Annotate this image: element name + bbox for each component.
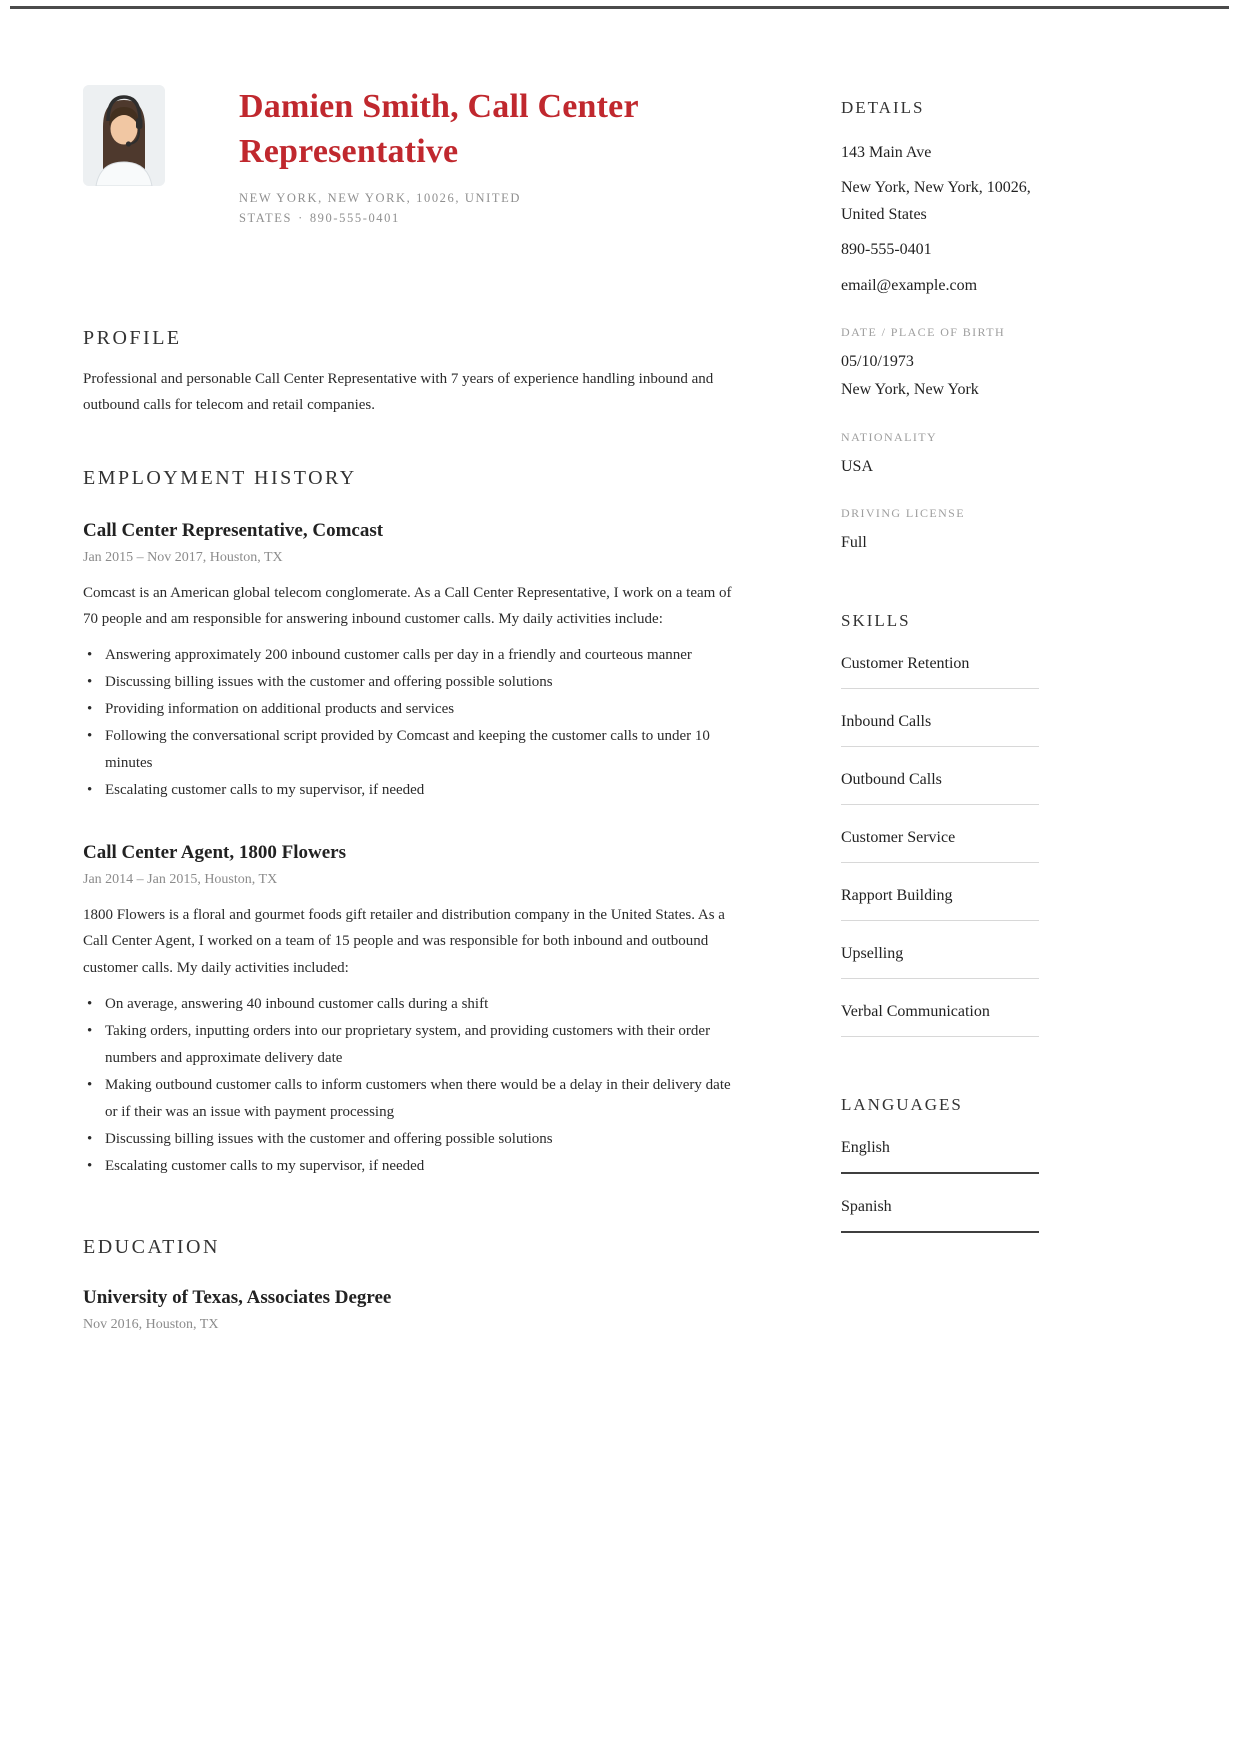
- section-profile: [83, 327, 741, 419]
- job-title: Call Center Representative, Comcast: [83, 519, 384, 541]
- job-bullet-list: [85, 991, 741, 1180]
- header-text: [239, 85, 719, 229]
- section-details: [841, 98, 1039, 557]
- driving-license-label: DRIVING LICENSE: [841, 506, 965, 521]
- job-bullet: • Providing information on additional products and services: [85, 696, 741, 723]
- job-bullet: • Following the conversational script provided by Comcast and keeping the customer calls to under 10 minutes: [85, 723, 741, 777]
- education-meta: Nov 2016, Houston, TX: [83, 1316, 219, 1332]
- job-bullet: • Making outbound customer calls to inform customers when there would be a delay in their delivery date or if their was an issue with payment processing: [85, 1072, 741, 1126]
- job-bullet: • Discussing billing issues with the customer and offering possible solutions: [85, 669, 741, 696]
- header-location: NEW YORK, NEW YORK, 10026, UNITED STATES: [239, 190, 521, 226]
- section-skills: [841, 611, 1039, 1037]
- language-item: Spanish: [841, 1198, 1039, 1233]
- profile-photo: [83, 85, 165, 186]
- address-line-1: 143 Main Ave: [841, 144, 932, 161]
- education-entry: [83, 1287, 741, 1333]
- name-title: Damien Smith, Call Center Representative: [239, 88, 639, 170]
- skill-item: Customer Retention: [841, 655, 1039, 689]
- details-heading: DETAILS: [841, 98, 925, 117]
- resume-header: [83, 85, 741, 229]
- section-employment-history: [83, 467, 741, 1180]
- job-description: 1800 Flowers is a floral and gourmet foods gift retailer and distribution company in the United States. As a Call Center Agent, I worked on a team of 15 people and was responsible for both inbound and outbound customer calls. My daily activities included:: [83, 907, 725, 976]
- birth-label: DATE / PLACE OF BIRTH: [841, 324, 1006, 339]
- skill-item: Rapport Building: [841, 887, 1039, 921]
- job-meta: Jan 2015 – Nov 2017, Houston, TX: [83, 549, 283, 565]
- job-bullet: • Discussing billing issues with the customer and offering possible solutions: [85, 1126, 741, 1153]
- nationality-label: NATIONALITY: [841, 429, 938, 444]
- section-languages: [841, 1095, 1039, 1233]
- skill-item: Verbal Communication: [841, 1003, 1039, 1037]
- education-title: University of Texas, Associates Degree: [83, 1286, 392, 1308]
- birth-date: 05/10/1973: [841, 352, 914, 370]
- contact-line: [239, 188, 574, 229]
- job-title: Call Center Agent, 1800 Flowers: [83, 842, 346, 863]
- job-entry-comcast: [83, 520, 741, 805]
- driving-license-value: Full: [841, 534, 867, 552]
- job-bullet-list: [85, 642, 741, 804]
- profile-heading: PROFILE: [83, 327, 182, 349]
- job-entry-1800-flowers: [83, 842, 741, 1180]
- skill-item: Upselling: [841, 945, 1039, 979]
- job-bullet: • Escalating customer calls to my supervisor, if needed: [85, 1153, 741, 1180]
- contact-separator: ·: [298, 211, 304, 226]
- section-education: [83, 1236, 741, 1333]
- skill-item: Inbound Calls: [841, 713, 1039, 747]
- job-meta: Jan 2014 – Jan 2015, Houston, TX: [83, 872, 278, 887]
- sidebar: [841, 85, 1039, 1333]
- profile-photo-illustration: [83, 85, 165, 186]
- top-divider: [10, 6, 1229, 9]
- skill-item: Customer Service: [841, 829, 1039, 863]
- profile-text: Professional and personable Call Center Representative with 7 years of experience handling inbound and outbound calls for telecom and retail companies.: [83, 371, 714, 414]
- job-description: Comcast is an American global telecom conglomerate. As a Call Center Representative, I work on a team of 70 people and am responsible for answering inbound customer calls. My daily activities include:: [83, 584, 732, 627]
- header-phone: 890-555-0401: [309, 211, 400, 226]
- phone-number: 890-555-0401: [841, 241, 932, 259]
- email-link[interactable]: email@example.com: [841, 276, 978, 294]
- nationality-value: USA: [841, 457, 874, 475]
- language-item: English: [841, 1139, 1039, 1174]
- employment-heading: EMPLOYMENT HISTORY: [83, 466, 357, 489]
- skill-item: Outbound Calls: [841, 771, 1039, 805]
- skills-heading: SKILLS: [841, 610, 911, 630]
- languages-heading: LANGUAGES: [841, 1094, 963, 1114]
- education-heading: EDUCATION: [83, 1235, 220, 1258]
- birth-place: New York, New York: [841, 381, 979, 399]
- job-bullet: • Taking orders, inputting orders into our proprietary system, and providing customers with their order numbers and approximate delivery date: [85, 1018, 741, 1072]
- job-bullet: • On average, answering 40 inbound customer calls during a shift: [85, 991, 741, 1018]
- job-bullet: • Answering approximately 200 inbound customer calls per day in a friendly and courteous manner: [85, 642, 741, 669]
- job-bullet: • Escalating customer calls to my supervisor, if needed: [85, 777, 741, 804]
- main-column: [83, 85, 741, 1333]
- address-line-2: New York, New York, 10026, United States: [841, 179, 1031, 223]
